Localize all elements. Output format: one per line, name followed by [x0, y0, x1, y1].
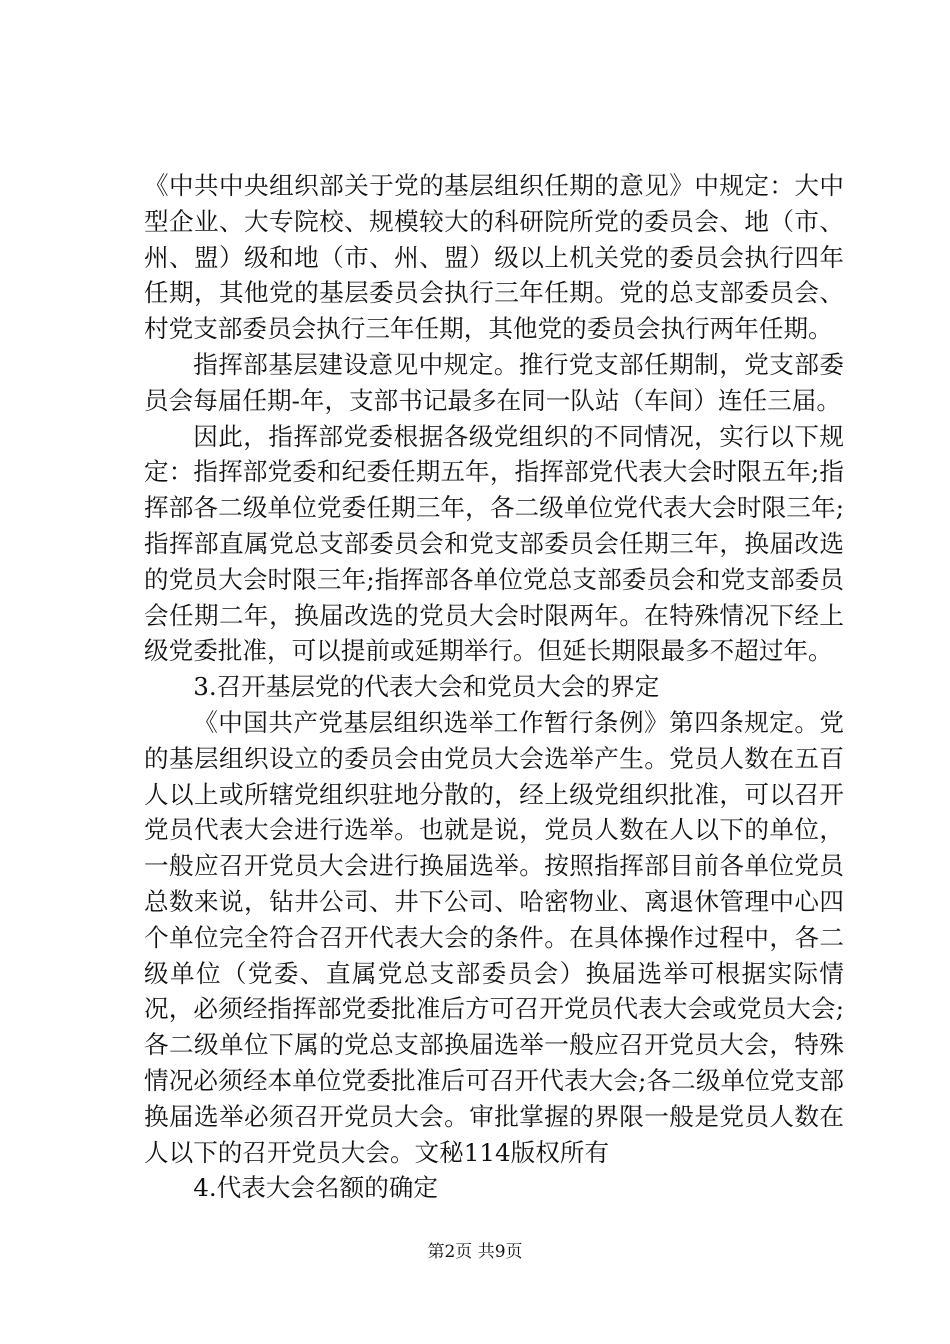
page-footer: 第2页 共9页 [427, 1242, 523, 1262]
paragraph-1: 《中共中央组织部关于党的基层组织任期的意见》中规定：大中型企业、大专院校、规模较大的科研院所党的委员会、地（市、州、盟）级和地（市、州、盟）级以上机关党的委员会执行四年任期，其他党的基层委员会执行三年任期。党的总支部委员会、村党支部委员会执行三年任期，其他党的委员会执行两年任期。 [144, 171, 844, 344]
section-heading-4: 4.代表大会名额的确定 [193, 1173, 438, 1203]
section-heading-3: 3.召开基层党的代表大会和党员大会的界定 [193, 672, 660, 702]
document-body [144, 168, 844, 1206]
paragraph-4: 《中国共产党基层组织选举工作暂行条例》第四条规定。党的基层组织设立的委员会由党员大会选举产生。党员人数在五百人以上或所辖党组织驻地分散的，经上级党组织批准，可以召开党员代表大会进行选举。也就是说，党员人数在人以下的单位，一般应召开党员大会进行换届选举。按照指挥部目前各单位党员总数来说，钻井公司、井下公司、哈密物业、离退休管理中心四个单位完全符合召开代表大会的条件。在具体操作过程中，各二级单位（党委、直属党总支部委员会）换届选举可根据实际情况，必须经指挥部党委批准后方可召开党员代表大会或党员大会;各二级单位下属的党总支部换届选举一般应召开党员大会，特殊情况必须经本单位党委批准后可召开代表大会;各二级单位党支部换届选举必须召开党员大会。审批掌握的界限一般是党员人数在人以下的召开党员大会。文秘114版权所有 [144, 707, 844, 1167]
paragraph-3: 因此，指挥部党委根据各级党组织的不同情况，实行以下规定：指挥部党委和纪委任期五年，指挥部党代表大会时限五年;指挥部各二级单位党委任期三年，各二级单位党代表大会时限三年;指挥部直属党总支部委员会和党支部委员会任期三年，换届改选的党员大会时限三年;指挥部各单位党总支部委员会和党支部委员会任期二年，换届改选的党员大会时限两年。在特殊情况下经上级党委批准，可以提前或延期举行。但延长期限最多不超过年。 [144, 421, 844, 666]
paragraph-2: 指挥部基层建设意见中规定。推行党支部任期制，党支部委员会每届任期-年，支部书记最多在同一队站（车间）连任三届。 [144, 349, 844, 415]
